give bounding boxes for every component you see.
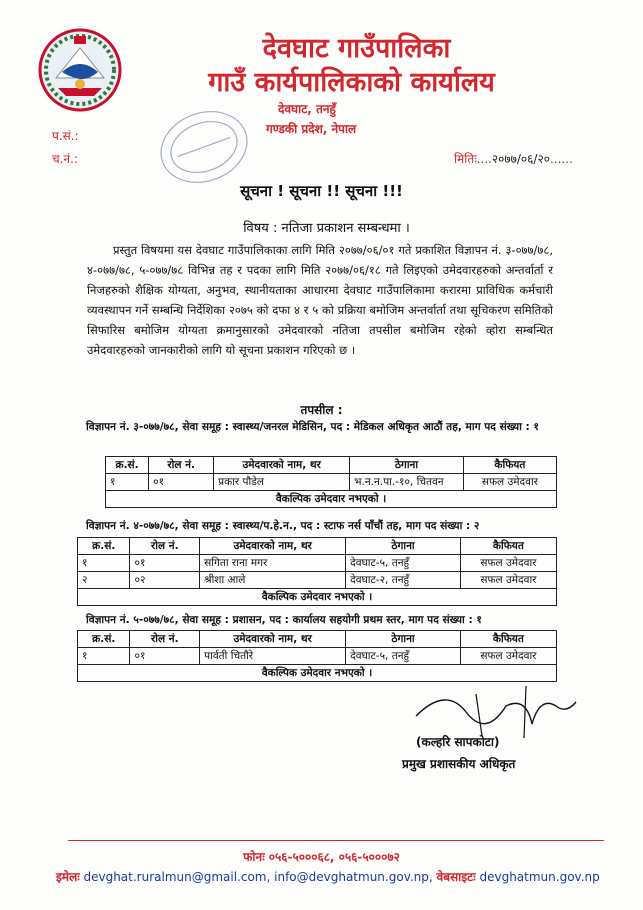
subject-line: विषय : नतिजा प्रकाशन सम्बन्धमा । [243,221,410,236]
signatory-name: (कल्हरि सापकोटा) [416,735,500,749]
date-line: मितिः....२०७७/०६/२०...... [454,152,573,166]
col-remark: कैफियत [460,631,556,648]
results-table-1 [105,456,557,508]
cell-sn: १ [78,648,130,665]
office-name: गाउँ कार्यपालिकाको कार्यालय [208,67,495,98]
cell-remark: सफल उमेदवार [460,555,556,572]
alternate-row [106,491,557,508]
table-row [106,474,557,491]
col-name: उमेदवारको नाम, थर [214,457,350,474]
col-roll: रोल नं. [130,631,200,648]
cell-name: पार्वती चितौरे [200,648,346,665]
cell-remark: सफल उमेदवार [460,572,556,589]
address-line-2: गण्डकी प्रदेश, नेपाल [266,122,357,136]
email-links[interactable]: devghat.ruralmun@gmail.com, info@devghatmun.gov.np, [83,870,433,884]
details-label: तपसील : [300,403,343,417]
table-row [78,648,557,665]
col-sn: क्र.सं. [78,631,130,648]
website-link[interactable]: devghatmun.gov.np [479,870,600,884]
table-header-row [78,631,557,648]
col-remark: कैफियत [463,457,556,474]
notice-heading: सूचना ! सूचना !! सूचना !!! [240,182,403,200]
col-address: ठेगाना [346,538,461,555]
cell-sn: १ [78,555,130,572]
alternate-candidate-note: वैकल्पिक उमेदवार नभएको । [106,491,557,508]
advertisement-1-heading: विज्ञापन नं. ३-०७७/७८, सेवा समूह : स्वास्थ्य/जनरल मेडिसिन, पद : मेडिकल अधिकृत आठौं तह, माग पद संख्या : १ [86,421,539,433]
municipality-name: देवघाट गाउँपालिका [262,33,451,64]
cell-address: देवघाट-५, तनहुँ [346,555,461,572]
cell-remark: सफल उमेदवार [460,648,556,665]
cell-address: देवघाट-२, तनहुँ [346,572,461,589]
patra-sankhya-label: प.सं.: [52,129,79,143]
results-table-2 [77,537,557,606]
office-stamp-icon [156,104,252,190]
cell-roll: ०२ [130,572,200,589]
col-roll: रोल नं. [149,457,214,474]
cell-name: प्रकार पौडेल [214,474,350,491]
cell-roll: ०१ [130,648,200,665]
results-table-3 [77,630,557,682]
col-address: ठेगाना [350,457,464,474]
col-sn: क्र.सं. [106,457,149,474]
chalani-number-label: च.नं.: [52,152,78,166]
cell-remark: सफल उमेदवार [463,474,556,491]
col-name: उमेदवारको नाम, थर [200,538,346,555]
footer-contact [56,868,616,885]
cell-roll: ०१ [149,474,214,491]
col-roll: रोल नं. [130,538,200,555]
table-header-row [106,457,557,474]
table-header-row [78,538,557,555]
table-row [78,555,557,572]
cell-address: भ.न.न.पा.-१०, चितवन [350,474,464,491]
cell-roll: ०१ [130,555,200,572]
address-line-1: देवघाट, तनहुँ [278,102,336,116]
footer-phone: फोनः ०५६-५०००६८, ०५६-५०००७२ [243,850,400,864]
date-label: मितिः [454,152,477,166]
cell-sn: १ [106,474,149,491]
cell-sn: २ [78,572,130,589]
col-name: उमेदवारको नाम, थर [200,631,346,648]
date-value: २०७७/०६/२० [491,152,550,166]
signatory-title: प्रमुख प्रशासकीय अधिकृत [402,757,516,771]
email-label: इमेलः [56,870,80,884]
col-sn: क्र.सं. [78,538,130,555]
advertisement-3-heading: विज्ञापन नं. ५-०७७/७८, सेवा समूह : प्रशासन, पद : कार्यालय सहयोगी प्रथम स्तर, माग पद संख्या : १ [86,614,482,626]
notice-body: प्रस्तुत विषयमा यस देवघाट गाउँपालिकाका लागि मिति २०७७/०६/०१ गते प्रकाशित विज्ञापन नं. ३-०७७/७८, ४-०७७/७८, ५-०७७/७८ विभिन्न तह र पदका लागि मिति २०७७/०६/१८ गते लिइएको उमेदवारहरुको अन्तर्वार्ता र निजहरुको शैक्षिक योग्यता, अनुभव, स्थानीयताका आधारमा देवघाट गाउँपालिकामा करारमा प्राविधिक कर्मचारी व्यवस्थापन गर्ने सम्बन्धि निर्देशिका २०७५ को दफा ४ र ५ को प्रक्रिया बमोजिम अन्तर्वार्ता तथा सूचिकरण समितिको सिफारिस बमोजिम योग्यता क्रमानुसारको उमेदवारको नतिजा तपसील बमोजिम रहेको व्होरा सम्बन्धित उमेदवारहरुको जानकारीको लागि यो सूचना प्रकाशन गरिएको छ । [87,243,553,357]
cell-address: देवघाट-५, तनहुँ [346,648,461,665]
col-remark: कैफियत [460,538,556,555]
col-address: ठेगाना [346,631,461,648]
signatory-stamp-icon [418,768,568,808]
footer-divider [68,840,604,841]
cell-name: सगिता राना मगर [200,555,346,572]
table-row [78,572,557,589]
alternate-row [78,589,557,606]
alternate-candidate-note: वैकल्पिक उमेदवार नभएको । [78,589,557,606]
alternate-candidate-note: वैकल्पिक उमेदवार नभएको । [78,665,557,682]
cell-name: श्रीशा आले [200,572,346,589]
website-label: वेबसाइटः [436,870,476,884]
advertisement-2-heading: विज्ञापन नं. ४-०७७/७८, सेवा समूह : स्वास्थ्य/प.हे.न., पद : स्टाफ नर्स पाँचौं तह, माग पद संख्या : २ [86,520,480,532]
